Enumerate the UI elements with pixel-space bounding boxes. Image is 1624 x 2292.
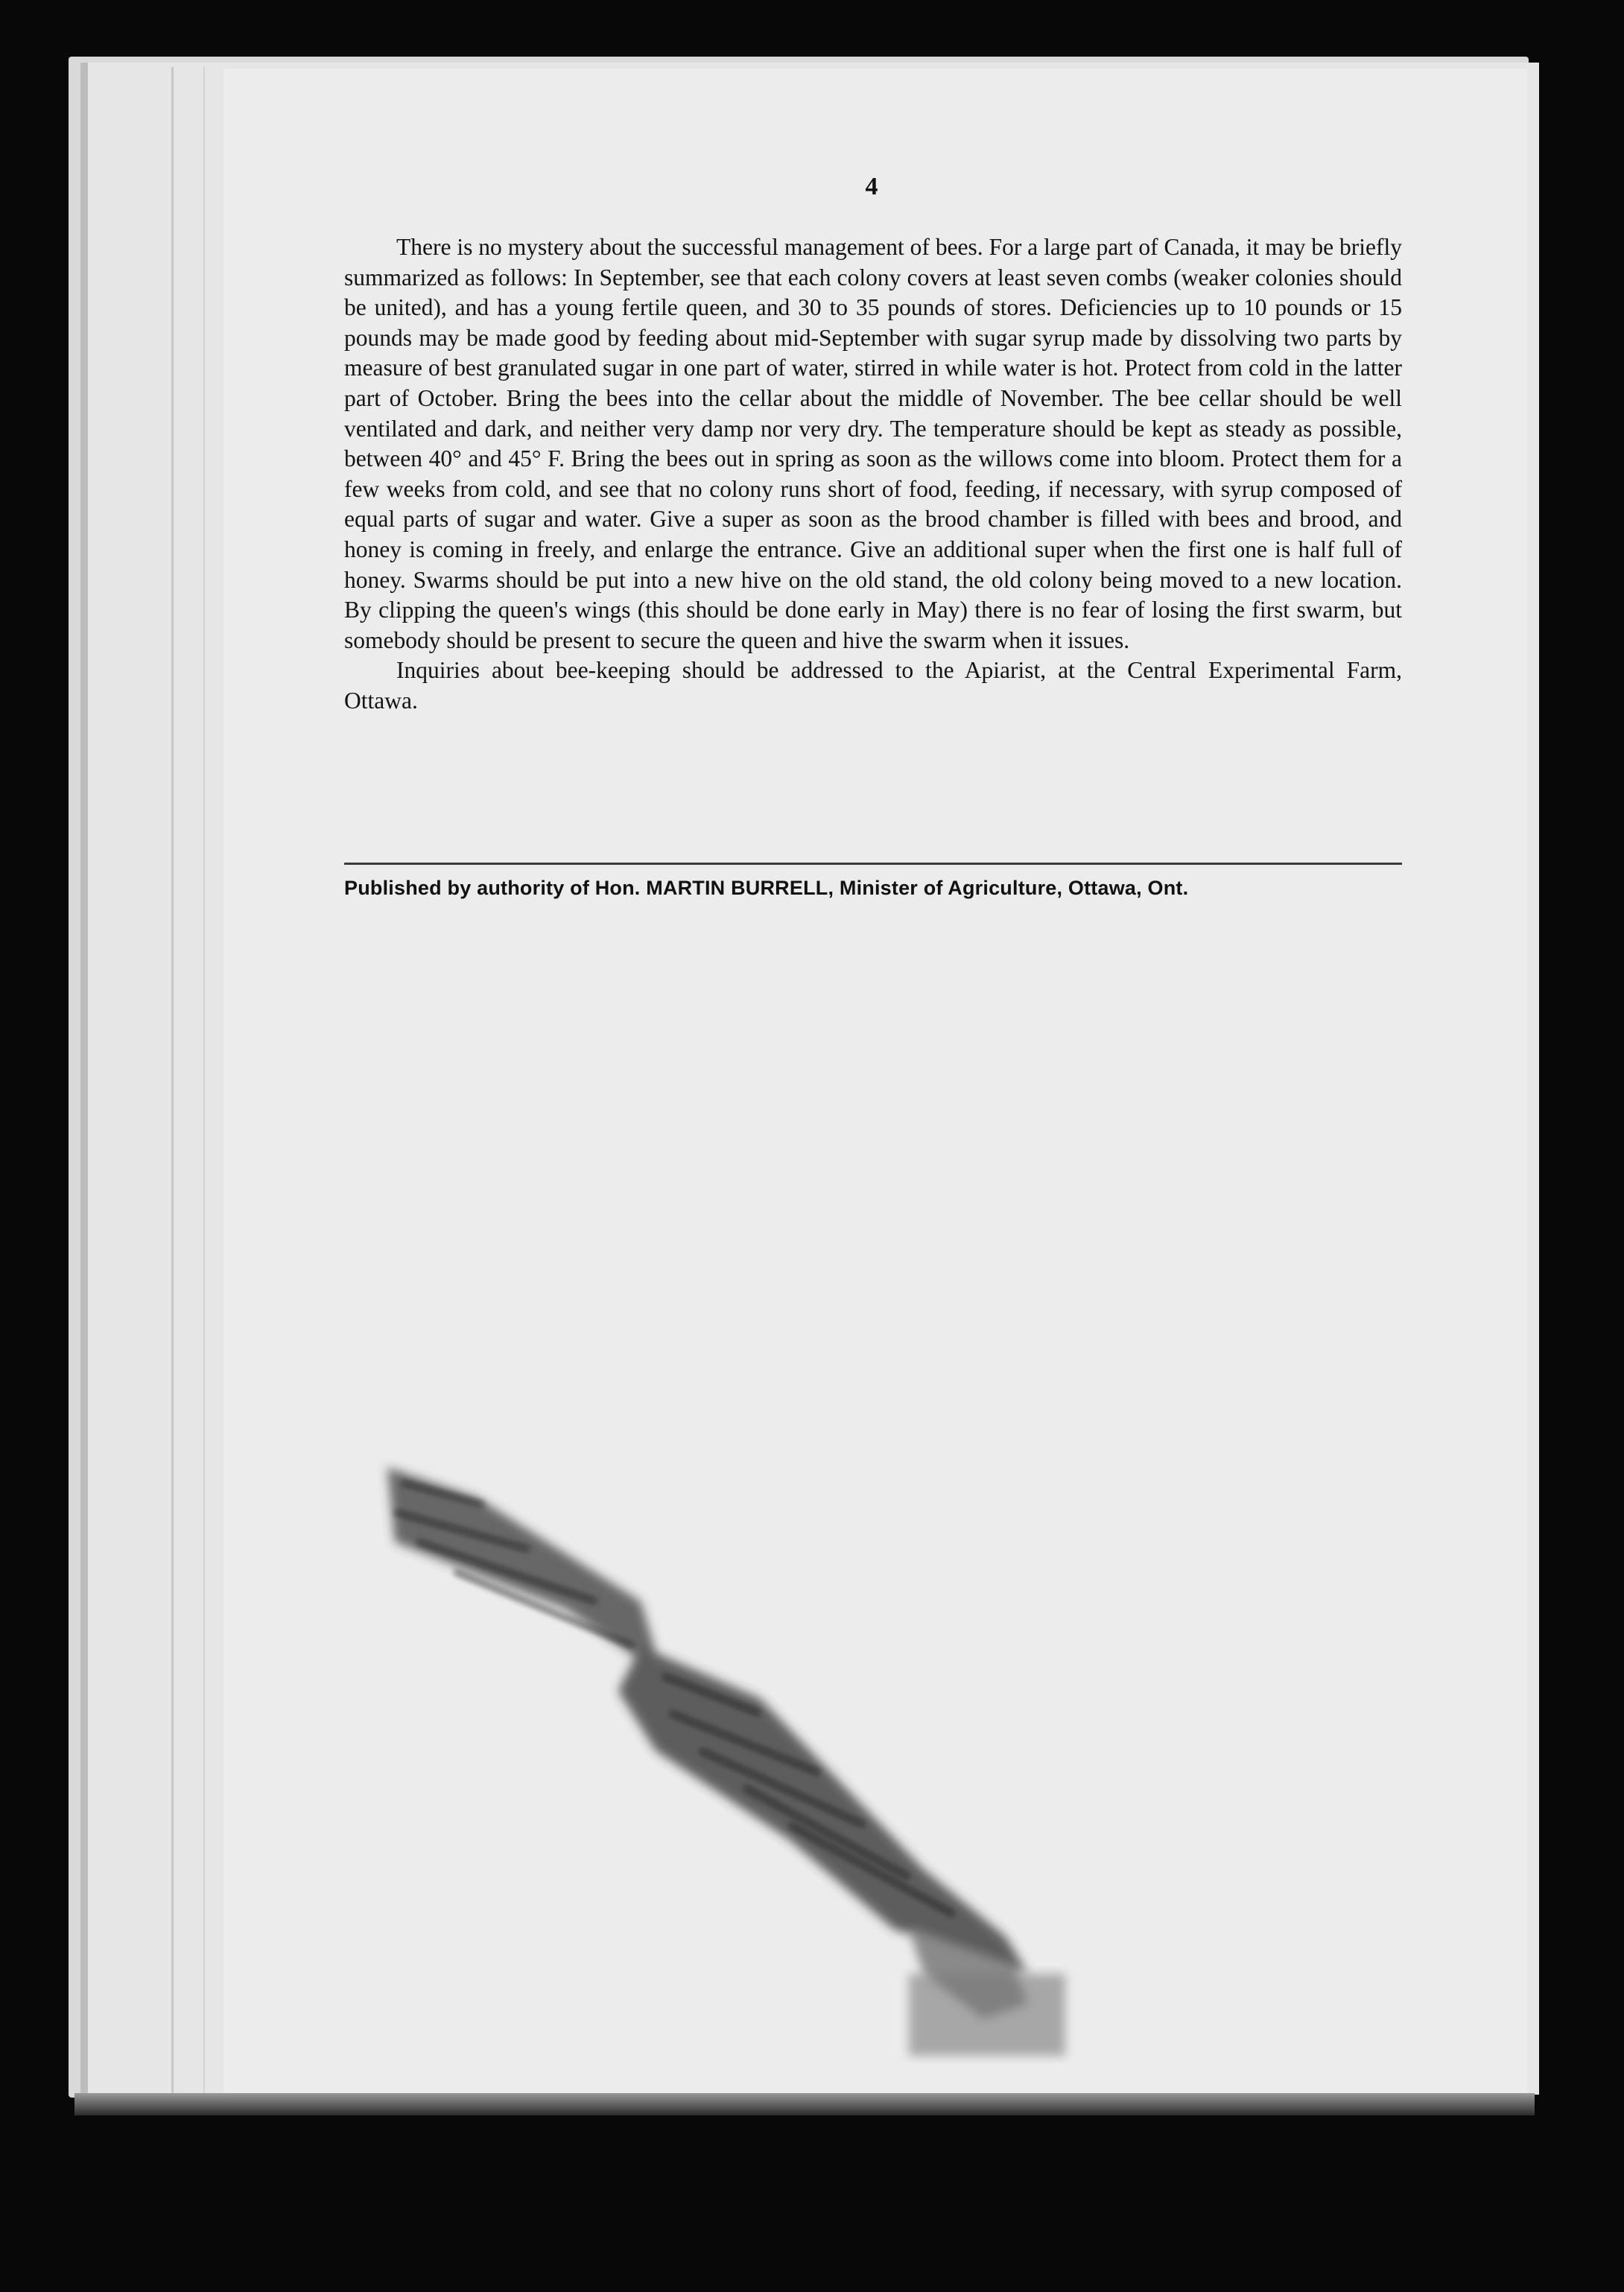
separator-rule xyxy=(344,863,1402,865)
page-number: 4 xyxy=(865,173,878,200)
body-text xyxy=(344,232,1402,717)
page-bottom-edge xyxy=(74,2093,1535,2115)
paragraph-inquiries: Inquiries about bee-keeping should be addressed to the Apiarist, at the Central Experimental Farm, Ottawa. xyxy=(344,657,1402,714)
page-edge-lines xyxy=(171,67,205,2093)
paragraph-bee-management: There is no mystery about the successful management of bees. For a large part of Canada, it may be briefly summarized as follows: In September, see that each colony covers at least seven combs (weaker colonies should be united), and has a young fertile queen, and 30 to 35 pounds of stores. Deficiencies up to 10 pounds or 15 pounds may be made good by feeding about mid-September with sugar syrup made by dissolving two parts by measure of best granulated sugar in one part of water, stirred in while water is hot. Protect from cold in the latter part of October. Bring the bees into the cellar about the middle of November. The bee cellar should be well ventilated and dark, and neither very damp nor very dry. The temperature should be kept as steady as possible, between 40° and 45° F. Bring the bees out in spring as soon as the willows come into bloom. Protect them for a few weeks from cold, and see that no colony runs short of food, feeding, if necessary, with syrup composed of equal parts of sugar and water. Give a super as soon as the brood chamber is filled with bees and brood, and honey is coming in freely, and enlarge the entrance. Give an additional super when the first one is half full of honey. Swarms should be put into a new hive on the old stand, the old colony being moved to a new location. By clipping the queen's wings (this should be done early in May) there is no fear of losing the first swarm, but somebody should be present to secure the queen and hive the swarm when it issues. xyxy=(344,234,1402,653)
ink-offset-smudge xyxy=(372,1453,1088,2063)
publisher-imprint: Published by authority of Hon. MARTIN BURRELL, Minister of Agriculture, Ottawa, Ont. xyxy=(344,877,1189,899)
